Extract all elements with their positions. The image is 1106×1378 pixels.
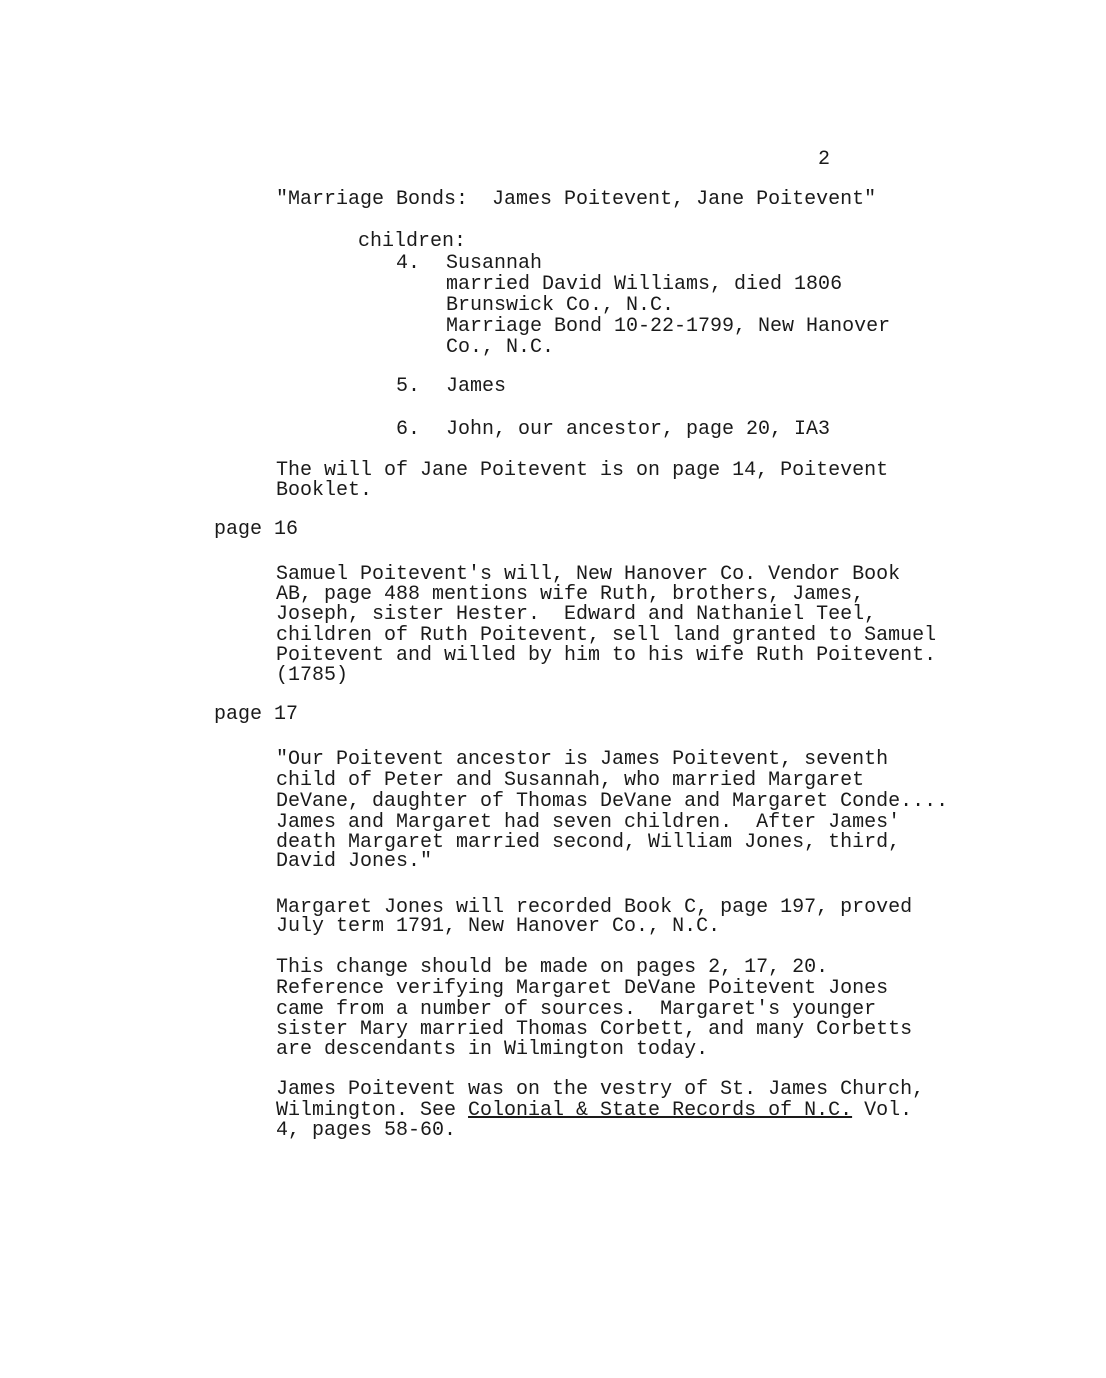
vestry-prefix: Wilmington. See bbox=[276, 1099, 469, 1122]
will-note-line: The will of Jane Poitevent is on page 14, Poitevent bbox=[276, 459, 889, 482]
child-5-number: 5. bbox=[396, 375, 421, 398]
change-line: are descendants in Wilmington today. bbox=[276, 1038, 709, 1061]
will-note-line: Booklet. bbox=[276, 479, 373, 502]
vestry-line: James Poitevent was on the vestry of St. James Church, bbox=[276, 1078, 925, 1101]
page-16-line: children of Ruth Poitevent, sell land granted to Samuel bbox=[276, 624, 937, 647]
quote-line: "Our Poitevent ancestor is James Poitevent, seventh bbox=[276, 748, 889, 771]
child-4-line: married David Williams, died 1806 bbox=[446, 273, 843, 296]
page-16-line: Samuel Poitevent's will, New Hanover Co. Vendor Book bbox=[276, 563, 901, 586]
quote-line: child of Peter and Susannah, who married Margaret bbox=[276, 769, 865, 792]
page-16-line: AB, page 488 mentions wife Ruth, brothers, James, bbox=[276, 583, 865, 606]
change-line: This change should be made on pages 2, 17, 20. bbox=[276, 956, 829, 979]
child-4-line: Co., N.C. bbox=[446, 336, 555, 359]
jones-line: July term 1791, New Hanover Co., N.C. bbox=[276, 915, 721, 938]
change-line: sister Mary married Thomas Corbett, and many Corbetts bbox=[276, 1018, 913, 1041]
page-16-label: page 16 bbox=[214, 518, 299, 541]
page-16-line: Joseph, sister Hester. Edward and Nathaniel Teel, bbox=[276, 603, 877, 626]
change-line: came from a number of sources. Margaret's younger bbox=[276, 998, 877, 1021]
quote-line: DeVane, daughter of Thomas DeVane and Margaret Conde.... bbox=[276, 790, 949, 813]
vestry-line bbox=[276, 1101, 912, 1121]
child-4-line: Susannah bbox=[446, 252, 543, 275]
records-title: Colonial & State Records of N.C. bbox=[468, 1099, 853, 1122]
quote-line: David Jones." bbox=[276, 850, 433, 873]
page-16-line: Poitevent and willed by him to his wife Ruth Poitevent. bbox=[276, 644, 937, 667]
child-6-text: John, our ancestor, page 20, IA3 bbox=[446, 418, 831, 441]
change-line: Reference verifying Margaret DeVane Poitevent Jones bbox=[276, 977, 889, 1000]
vestry-line: 4, pages 58-60. bbox=[276, 1119, 457, 1142]
page-16-line: (1785) bbox=[276, 664, 349, 687]
child-4-line: Brunswick Co., N.C. bbox=[446, 294, 675, 317]
header-quote: "Marriage Bonds: James Poitevent, Jane Poitevent" bbox=[276, 188, 877, 211]
quote-line: James and Margaret had seven children. After James' bbox=[276, 811, 901, 834]
page-number: 2 bbox=[818, 148, 831, 171]
child-6-number: 6. bbox=[396, 418, 421, 441]
quote-line: death Margaret married second, William Jones, third, bbox=[276, 831, 901, 854]
jones-line: Margaret Jones will recorded Book C, page 197, proved bbox=[276, 896, 913, 919]
vestry-suffix: Vol. bbox=[852, 1099, 913, 1122]
child-4-number: 4. bbox=[396, 252, 421, 275]
page-17-label: page 17 bbox=[214, 703, 299, 726]
child-5-text: James bbox=[446, 375, 507, 398]
child-4-line: Marriage Bond 10-22-1799, New Hanover bbox=[446, 315, 891, 338]
children-label: children: bbox=[358, 230, 467, 253]
